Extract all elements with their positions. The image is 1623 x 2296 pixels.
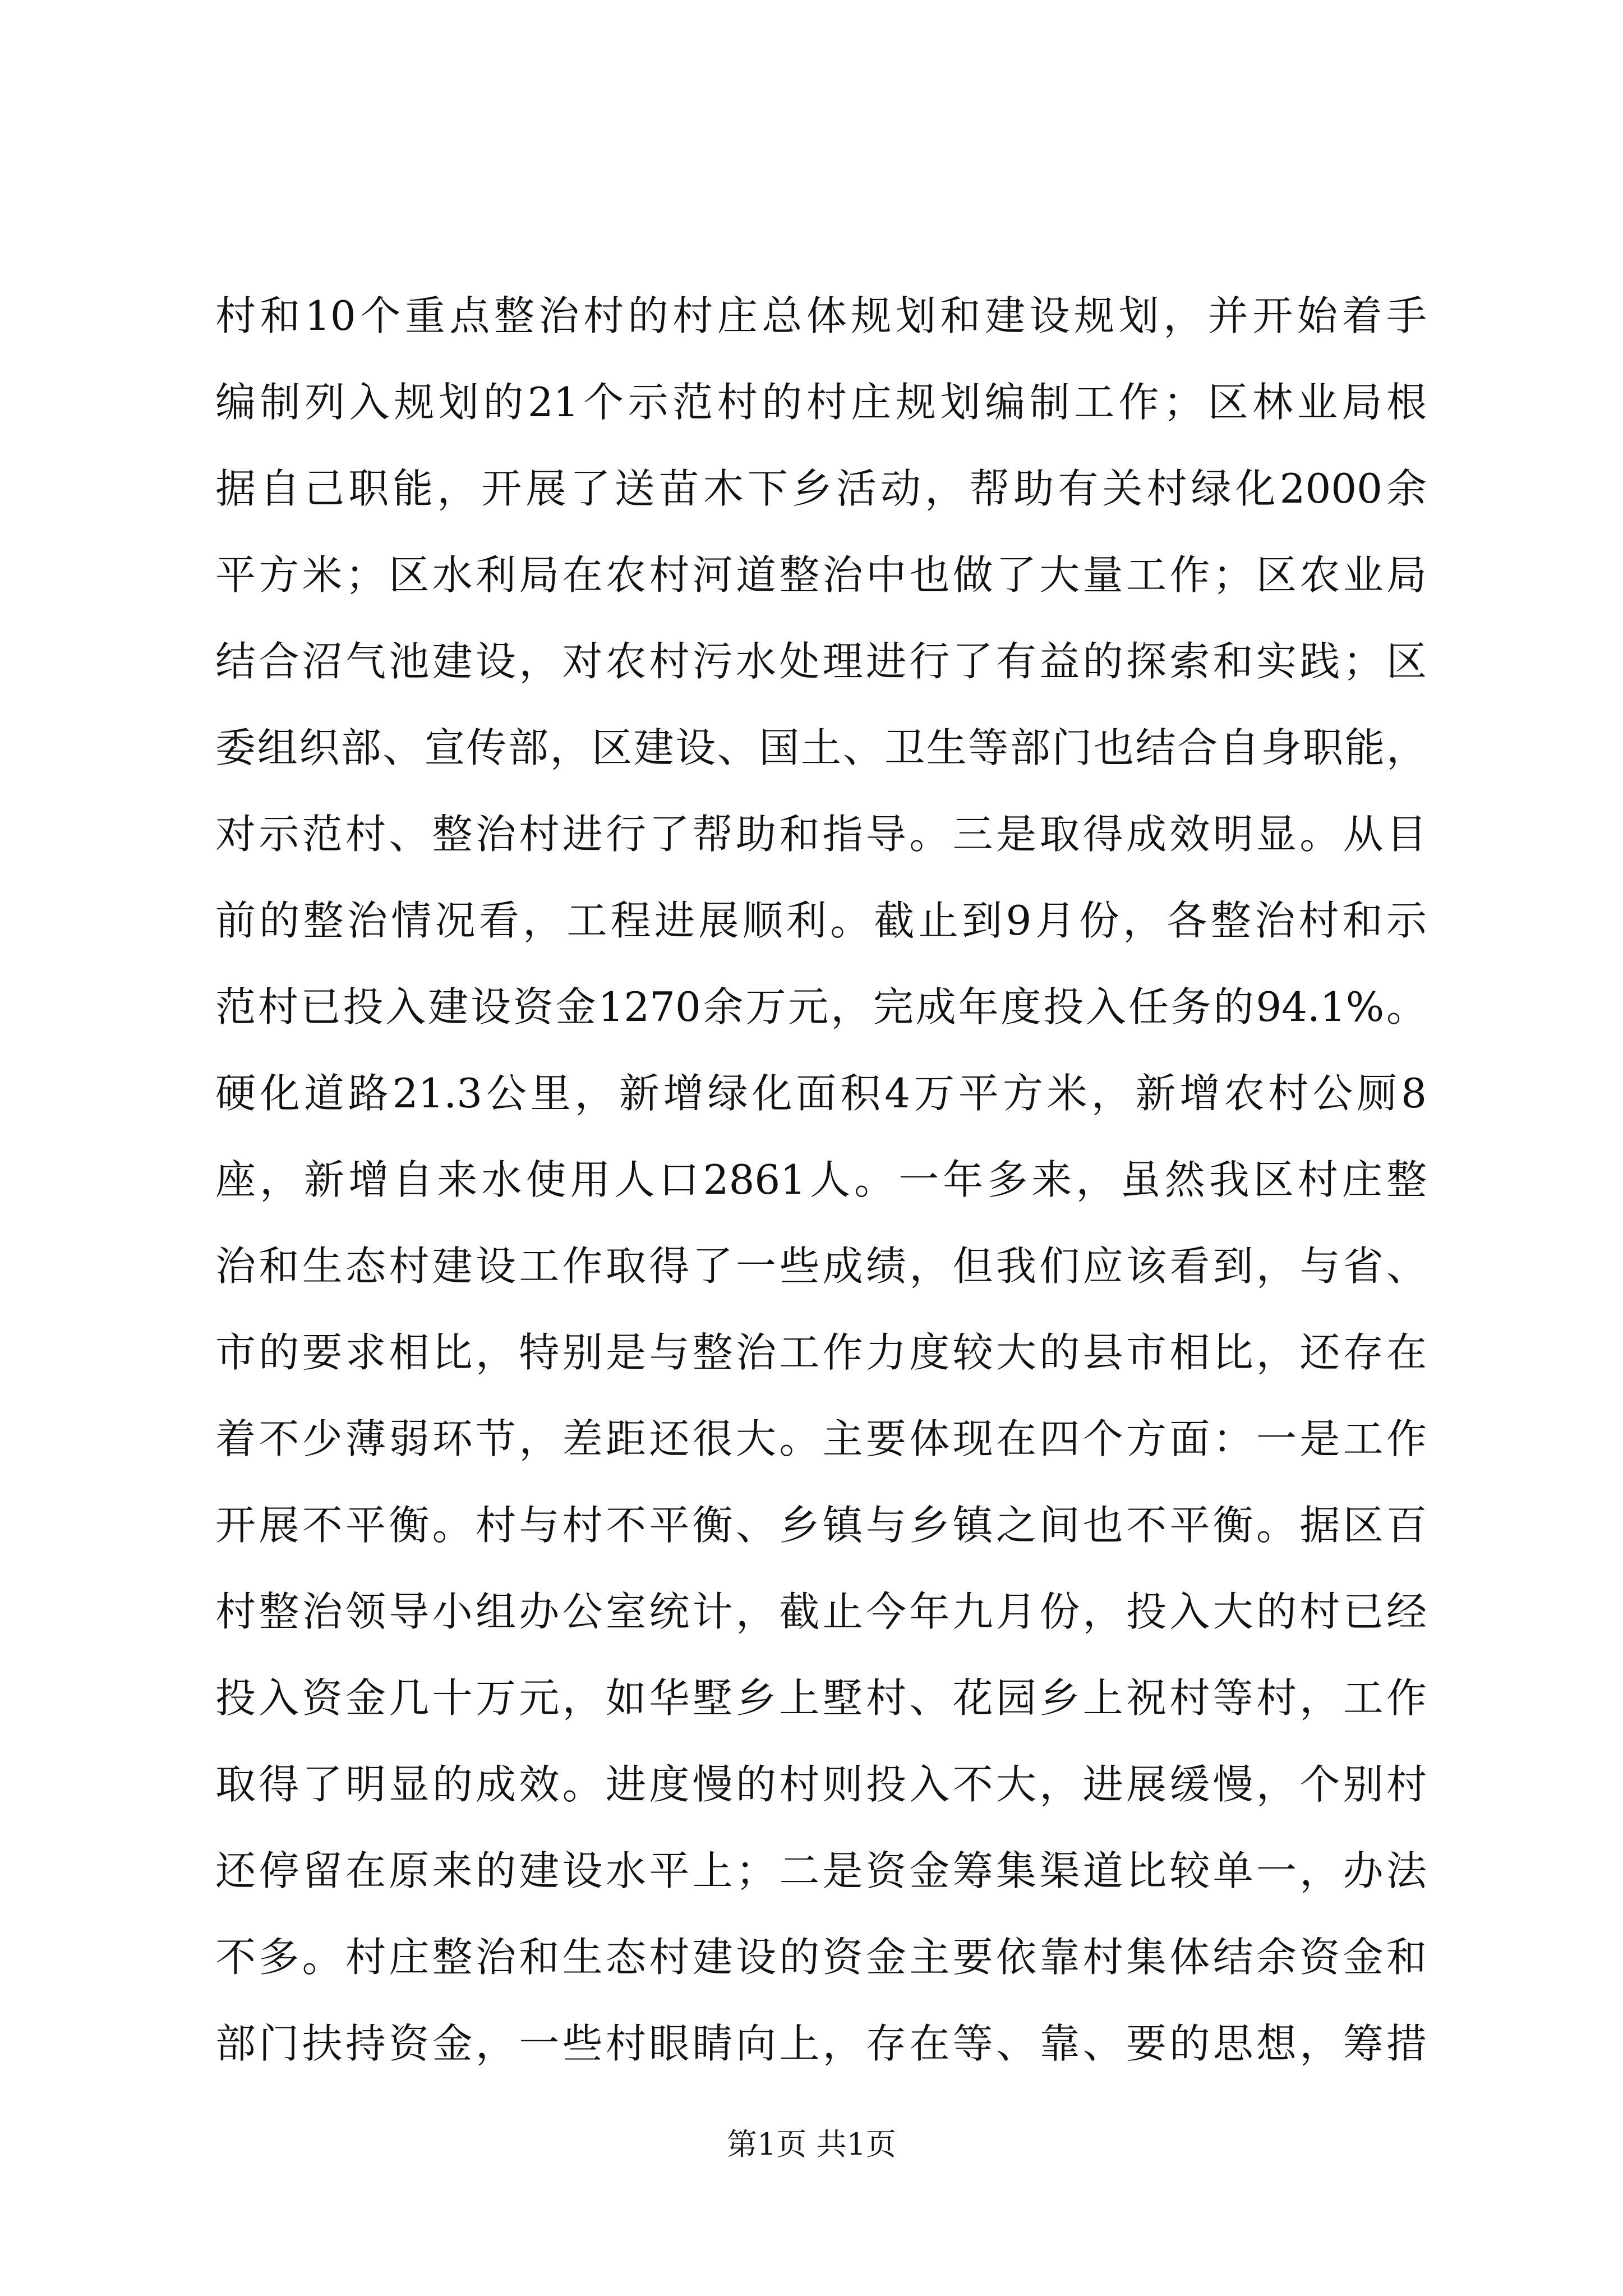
text-line: 村和10个重点整治村的村庄总体规划和建设规划，并开始着手 — [215, 292, 1427, 339]
text-line: 村整治领导小组办公室统计，截止今年九月份，投入大的村已经 — [215, 1588, 1427, 1635]
text-line: 结合沼气池建设，对农村污水处理进行了有益的探索和实践；区 — [215, 638, 1427, 685]
text-line: 投入资金几十万元，如华墅乡上墅村、花园乡上祝村等村，工作 — [215, 1674, 1427, 1722]
text-line: 据自己职能，开展了送苗木下乡活动，帮助有关村绿化2000余 — [215, 465, 1427, 512]
text-line: 委组织部、宣传部，区建设、国土、卫生等部门也结合自身职能， — [215, 724, 1427, 771]
text-line: 开展不平衡。村与村不平衡、乡镇与乡镇之间也不平衡。据区百 — [215, 1502, 1427, 1549]
text-line: 部门扶持资金，一些村眼睛向上，存在等、靠、要的思想，筹措 — [215, 2020, 1427, 2067]
text-line: 平方米；区水利局在农村河道整治中也做了大量工作；区农业局 — [215, 551, 1427, 599]
text-line: 范村已投入建设资金1270余万元，完成年度投入任务的94.1%。 — [215, 983, 1427, 1030]
text-line: 取得了明显的成效。进度慢的村则投入不大，进展缓慢，个别村 — [215, 1761, 1427, 1808]
page-footer: 第1页 共1页 — [727, 2127, 896, 2162]
text-line: 编制列入规划的21个示范村的村庄规划编制工作；区林业局根 — [215, 379, 1427, 426]
text-line: 还停留在原来的建设水平上；二是资金筹集渠道比较单一，办法 — [215, 1847, 1427, 1894]
text-line: 对示范村、整治村进行了帮助和指导。三是取得成效明显。从目 — [215, 811, 1427, 858]
text-line: 市的要求相比，特别是与整治工作力度较大的县市相比，还存在 — [215, 1329, 1427, 1376]
text-line: 着不少薄弱环节，差距还很大。主要体现在四个方面：一是工作 — [215, 1415, 1427, 1462]
text-line: 治和生态村建设工作取得了一些成绩，但我们应该看到，与省、 — [215, 1243, 1427, 1290]
text-line: 前的整治情况看，工程进展顺利。截止到9月份，各整治村和示 — [215, 897, 1427, 944]
text-line: 硬化道路21.3公里，新增绿化面积4万平方米，新增农村公厕8 — [215, 1070, 1427, 1117]
body-text — [215, 273, 1427, 2087]
text-line: 不多。村庄整治和生态村建设的资金主要依靠村集体结余资金和 — [215, 1934, 1427, 1981]
text-line: 座，新增自来水使用人口2861人。一年多来，虽然我区村庄整 — [215, 1156, 1427, 1203]
